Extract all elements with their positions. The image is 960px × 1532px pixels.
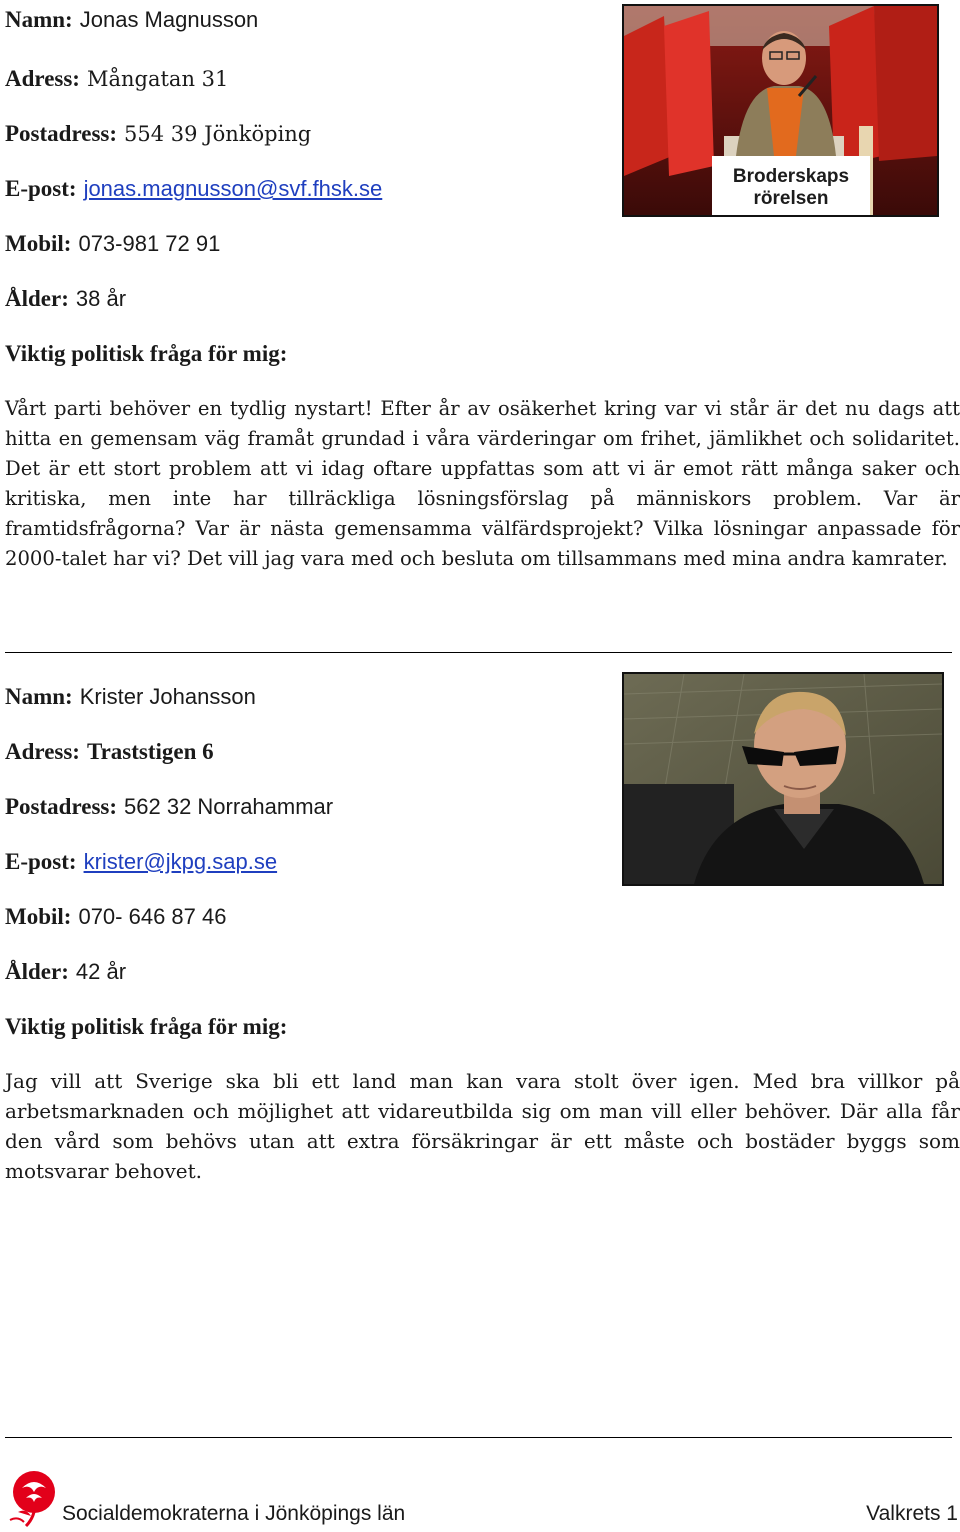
speaker-at-podium-image	[624, 6, 937, 215]
rose-logo-icon	[4, 1468, 60, 1528]
email-row: E-post: krister@jkpg.sap.se	[5, 849, 278, 874]
address-value: Mångatan 31	[86, 67, 229, 91]
candidate-name: Jonas Magnusson	[79, 7, 259, 32]
address-row: Adress: Mångatan 31	[5, 66, 229, 91]
email-link[interactable]: krister@jkpg.sap.se	[83, 849, 278, 874]
issue-heading: Viktig politisk fråga för mig:	[5, 341, 288, 366]
postal-value: 554 39 Jönköping	[124, 122, 312, 146]
statement-text: Vårt parti behöver en tydlig nystart! Efter år av osäkerhet kring var vi står är det nu dags att hitta en gemensam väg framåt grundad i våra värderingar om frihet, jämlikhet och solidaritet. Det är ett stort problem att vi idag oftare uppfattas som att vi är emot rätt många saker och kritiska, men inte har tillräckliga lösningsförslag på människors problem. Var är framtidsfrågorna? Var är nästa gemensamma välfärdsprojekt? Vilka lösningar anpassade för 2000-talet har vi? Det vill jag vara med och besluta om tillsammans med mina andra kamrater.	[5, 397, 960, 570]
mobile-row: Mobil: 070- 646 87 46	[5, 904, 227, 929]
name-row: Namn: Krister Johansson	[5, 684, 256, 709]
age-value: 42 år	[75, 959, 127, 984]
mobile-value: 073-981 72 91	[78, 231, 221, 256]
podium-sign-text-2: rörelsen	[753, 188, 829, 209]
postal-row: Postadress: 562 32 Norrahammar	[5, 794, 334, 819]
age-row: Ålder: 42 år	[5, 959, 127, 984]
postal-row: Postadress: 554 39 Jönköping	[5, 121, 312, 146]
postal-value: 562 32 Norrahammar	[124, 794, 334, 819]
footer-divider	[5, 1437, 952, 1438]
email-link[interactable]: jonas.magnusson@svf.fhsk.se	[83, 176, 383, 201]
address-value: Traststigen 6	[86, 739, 214, 764]
name-row: Namn: Jonas Magnusson	[5, 7, 259, 32]
candidate-photo	[622, 4, 939, 217]
candidate-photo	[622, 672, 944, 886]
footer-organization: Socialdemokraterna i Jönköpings län	[62, 1502, 406, 1525]
email-row: E-post: jonas.magnusson@svf.fhsk.se	[5, 176, 383, 201]
man-with-sunglasses-image	[624, 674, 942, 884]
address-row: Adress: Traststigen 6	[5, 739, 214, 764]
statement-text: Jag vill att Sverige ska bli ett land man kan vara stolt över igen. Med bra villkor på arbetsmarknaden och möjlighet att vidareutbilda sig om man vill eller behöver. Där alla får den vård som behövs utan att extra försäkringar är ett måste och bostäder byggs som motsvarar behovet.	[5, 1069, 960, 1183]
issue-heading: Viktig politisk fråga för mig:	[5, 1014, 288, 1039]
candidate-name: Krister Johansson	[79, 684, 256, 709]
section-divider	[5, 652, 952, 653]
podium-sign-text: Broderskaps	[732, 166, 850, 187]
mobile-value: 070- 646 87 46	[78, 904, 227, 929]
age-row: Ålder: 38 år	[5, 286, 127, 311]
mobile-row: Mobil: 073-981 72 91	[5, 231, 221, 256]
age-value: 38 år	[75, 286, 127, 311]
footer-district: Valkrets 1	[866, 1502, 958, 1525]
